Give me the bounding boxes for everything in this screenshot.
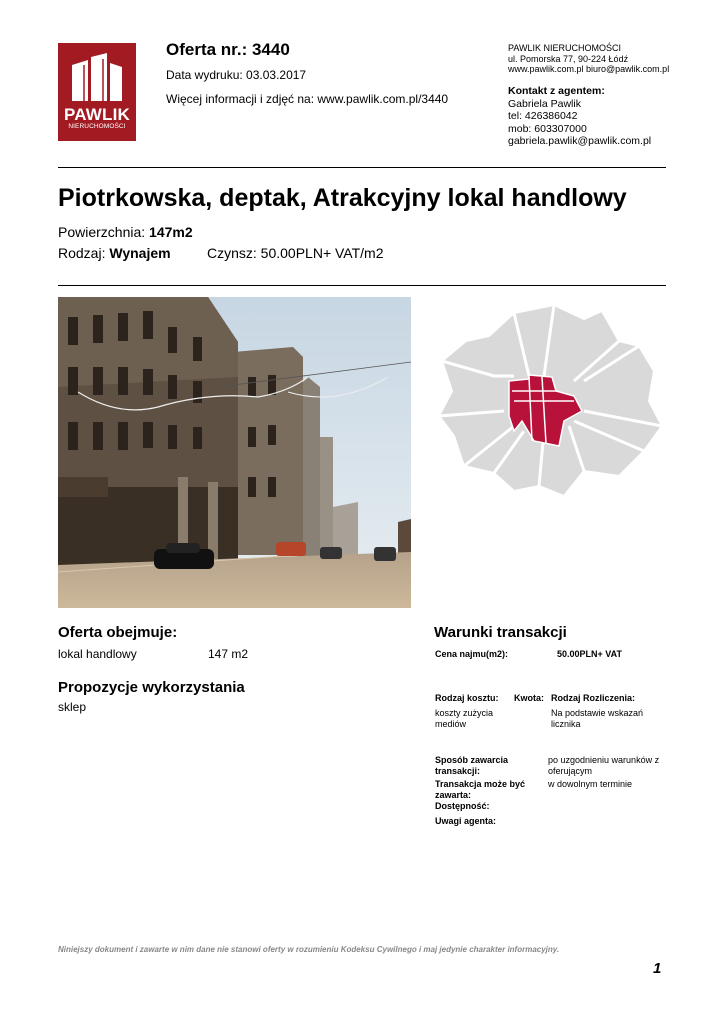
rent-price-value: 50.00PLN+ VAT	[557, 649, 622, 659]
conclusion-value	[548, 755, 659, 776]
offer-item-value: 147 m2	[208, 647, 249, 661]
possible-value: w dowolnym terminie	[548, 779, 633, 789]
divider	[58, 285, 666, 286]
disclaimer: Niniejszy dokument i zawarte w nim dane nie stanowi oferty w rozumieniu Kodeksu Cywilnego i maj jedynie charakter informacyjny.	[58, 945, 560, 954]
agency-name: PAWLIK NIERUCHOMOŚCI	[508, 43, 622, 53]
terms-heading: Warunki transakcji	[434, 624, 567, 641]
offer-number: Oferta nr.: 3440	[166, 40, 290, 59]
agent-mob: mob: 603307000	[508, 122, 587, 135]
settlement-value	[551, 708, 643, 729]
agency-web-email[interactable]: www.pawlik.com.pl biuro@pawlik.com.pl	[508, 64, 670, 74]
listing-title: Piotrkowska, deptak, Atrakcyjny lokal handlowy	[58, 184, 627, 212]
settlement-line: licznika	[551, 718, 581, 729]
agent-tel: tel: 426386042	[508, 110, 578, 122]
area-value: 147m2	[149, 224, 193, 240]
agency-info	[508, 43, 708, 75]
availability-label: Dostępność:	[435, 801, 490, 811]
cost-type-line: mediów	[435, 718, 467, 729]
property-photo	[58, 297, 411, 608]
agent-contact	[508, 85, 708, 148]
conclusion-label-line: Sposób zawarcia	[435, 755, 509, 765]
offer-item-label: lokal handlowy	[58, 647, 137, 661]
divider	[58, 167, 666, 168]
area-label: Powierzchnia:	[58, 224, 150, 240]
type-line	[58, 245, 171, 261]
offer-includes-heading: Oferta obejmuje:	[58, 624, 178, 641]
type-label: Rodzaj:	[58, 245, 110, 261]
amount-label: Kwota:	[514, 693, 544, 703]
conclusion-value-line: oferującym	[548, 765, 593, 776]
print-date: Data wydruku: 03.03.2017	[166, 68, 307, 82]
agent-notes-label: Uwagi agenta:	[435, 816, 497, 826]
usage-item: sklep	[58, 700, 87, 714]
rent-line: Czynsz: 50.00PLN+ VAT/m2	[207, 245, 384, 261]
settlement-line: Na podstawie wskazań	[551, 708, 644, 718]
location-map	[434, 301, 666, 501]
contact-heading: Kontakt z agentem:	[508, 85, 605, 97]
logo-name: PAWLIK	[63, 105, 131, 124]
type-value: Wynajem	[109, 245, 171, 261]
agency-address: ul. Pomorska 77, 90-224 Łódź	[508, 53, 629, 64]
agent-email[interactable]: gabriela.pawlik@pawlik.com.pl	[508, 135, 652, 147]
cost-type-line: koszty zużycia	[435, 708, 494, 718]
cost-type-label: Rodzaj kosztu:	[435, 693, 499, 703]
page-number: 1	[653, 960, 662, 977]
conclusion-value-line: po uzgodnieniu warunków z	[548, 755, 660, 765]
cost-type-value	[435, 708, 493, 729]
conclusion-label	[435, 755, 508, 776]
area-line	[58, 224, 193, 240]
usage-heading: Propozycje wykorzystania	[58, 679, 245, 696]
rent-price-label: Cena najmu(m2):	[435, 649, 509, 659]
possible-label	[435, 779, 525, 800]
more-info-link[interactable]: Więcej informacji i zdjęć na: www.pawlik.com.pl/3440	[166, 92, 449, 106]
possible-label-line: Transakcja może być	[435, 779, 526, 789]
company-logo	[58, 43, 136, 141]
logo-subtitle: NIERUCHOMOŚCI	[68, 123, 126, 130]
agent-name: Gabriela Pawlik	[508, 97, 581, 110]
settlement-label: Rodzaj Rozliczenia:	[551, 693, 636, 703]
possible-label-line: zawarta:	[435, 789, 472, 800]
conclusion-label-line: transakcji:	[435, 765, 481, 776]
